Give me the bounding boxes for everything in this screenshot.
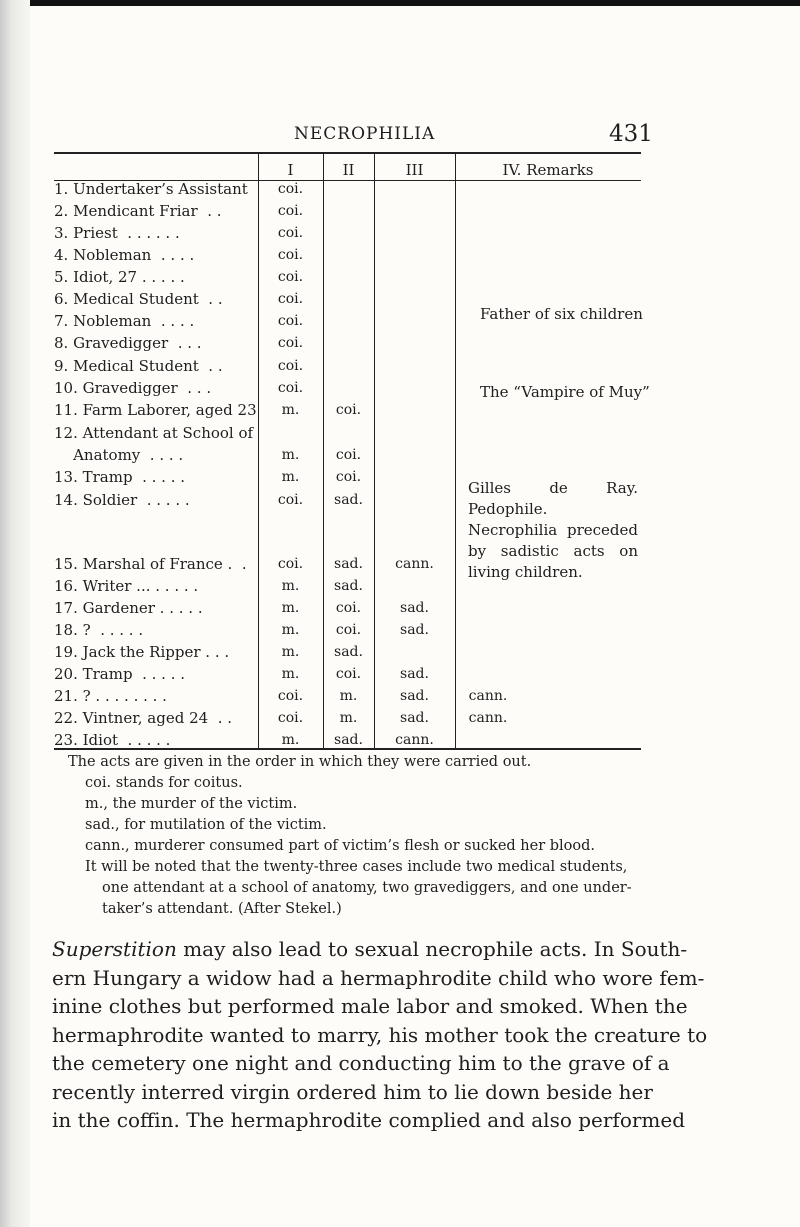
col-divider-4: [455, 152, 456, 748]
note-line: one attendant at a school of anatomy, two gravediggers, and one under-: [102, 880, 632, 896]
row-label: 15. Marshal of France . .: [54, 555, 247, 573]
row-label: 23. Idiot . . . . .: [54, 731, 171, 749]
row-label: 20. Tramp . . . . .: [54, 665, 186, 683]
cell-col-i: coi.: [277, 556, 304, 572]
cell-col-iii: sad.: [400, 688, 429, 704]
page-top-edge: [0, 0, 800, 6]
cell-col-i: m.: [281, 622, 300, 638]
cell-col-iii: cann.: [395, 732, 434, 748]
row-label: 17. Gardener . . . . .: [54, 599, 203, 617]
remark-row-10: The “Vampire of Muy”: [480, 383, 650, 401]
paragraph-line: ern Hungary a widow had a hermaphrodite child who wore fem-: [52, 965, 705, 990]
cell-col-i: m.: [281, 732, 300, 748]
row-label: 19. Jack the Ripper . . .: [54, 643, 230, 661]
cell-col-ii: sad.: [334, 492, 363, 508]
row-label: 5. Idiot, 27 . . . . .: [54, 268, 185, 286]
paragraph-line: inine clothes but performed male labor and smoked. When the: [52, 994, 688, 1018]
cell-col-ii: coi.: [335, 666, 362, 682]
paragraph-line: hermaphrodite wanted to marry, his mother took the creature to: [52, 1022, 708, 1047]
row-label: 18. ? . . . . .: [54, 621, 144, 639]
cell-col-i: m.: [281, 402, 300, 418]
column-header-i: I: [287, 161, 294, 179]
note-line: cann., murderer consumed part of victim’s flesh or sucked her blood.: [85, 838, 596, 854]
cell-col-iv: cann.: [468, 710, 508, 726]
cell-col-i: coi.: [277, 358, 304, 374]
row-label: 7. Nobleman . . . .: [54, 312, 195, 330]
body-paragraph: [52, 935, 708, 1135]
cell-col-i: coi.: [277, 247, 304, 263]
cell-col-i: coi.: [277, 203, 304, 219]
row-label: 12. Attendant at School of: [54, 424, 254, 442]
cell-col-ii: m.: [339, 688, 358, 704]
row-label: 22. Vintner, aged 24 . .: [54, 709, 232, 727]
column-header-iii: III: [405, 161, 424, 179]
paragraph-line: [52, 935, 688, 964]
cell-col-i: m.: [281, 644, 300, 660]
cell-col-i: coi.: [277, 225, 304, 241]
cell-col-iii: sad.: [400, 600, 429, 616]
note-line: The acts are given in the order in which they were carried out.: [68, 754, 532, 770]
row-label: 21. ? . . . . . . . .: [54, 687, 167, 705]
cell-col-i: m.: [281, 600, 300, 616]
row-label: 10. Gravedigger . . .: [54, 379, 212, 397]
column-header-ii: II: [342, 161, 355, 179]
paragraph-line: the cemetery one night and conducting him to the grave of a: [52, 1051, 670, 1075]
cell-col-ii: m.: [339, 710, 358, 726]
row-label: 11. Farm Laborer, aged 23: [54, 401, 257, 419]
cell-col-iii: sad.: [400, 622, 429, 638]
cell-col-ii: sad.: [334, 556, 363, 572]
cell-col-i: m.: [281, 666, 300, 682]
cell-col-iii: sad.: [400, 666, 429, 682]
cell-col-i: m.: [281, 469, 300, 485]
page-number: 431: [609, 121, 653, 147]
paragraph-first-word: Superstition: [52, 937, 177, 961]
row-label: 14. Soldier . . . . .: [54, 491, 190, 509]
row-label: 6. Medical Student . .: [54, 290, 223, 308]
page-header: [0, 122, 800, 152]
col-divider-3: [374, 152, 375, 748]
cell-col-i: coi.: [277, 492, 304, 508]
note-line: It will be noted that the twenty-three cases include two medical students,: [85, 859, 628, 875]
note-line: taker’s attendant. (After Stekel.): [102, 901, 342, 917]
cell-col-ii: sad.: [334, 578, 363, 594]
table-top-rule: [54, 152, 641, 154]
cell-col-ii: sad.: [334, 644, 363, 660]
cell-col-i: coi.: [277, 269, 304, 285]
cell-col-ii: coi.: [335, 447, 362, 463]
paragraph-line: in the coffin. The hermaphrodite complied and also performed: [52, 1108, 686, 1132]
column-header-remarks: IV. Remarks: [502, 161, 594, 179]
paragraph-line-rest: may also lead to sexual necrophile acts. In South-: [176, 937, 688, 961]
cell-col-i: coi.: [277, 710, 304, 726]
cell-col-i: coi.: [277, 291, 304, 307]
cell-col-ii: coi.: [335, 469, 362, 485]
book-spine-shadow: [0, 0, 30, 1227]
row-label: 4. Nobleman . . . .: [54, 246, 195, 264]
cell-col-iii: sad.: [400, 710, 429, 726]
cell-col-i: coi.: [277, 380, 304, 396]
row-label: 9. Medical Student . .: [54, 357, 223, 375]
cell-col-i: coi.: [277, 688, 304, 704]
cell-col-i: coi.: [277, 313, 304, 329]
paragraph-line: recently interred virgin ordered him to lie down beside her: [52, 1079, 653, 1104]
cell-col-i: m.: [281, 447, 300, 463]
row-label: 1. Undertaker’s Assistant: [54, 180, 248, 198]
row-label: Anatomy . . . .: [54, 446, 184, 464]
remark-row-7: Father of six children: [480, 305, 643, 323]
row-label: 13. Tramp . . . . .: [54, 468, 186, 486]
cell-col-ii: coi.: [335, 600, 362, 616]
row-label: 8. Gravedigger . . .: [54, 334, 202, 352]
cell-col-ii: coi.: [335, 622, 362, 638]
row-label: 3. Priest . . . . . .: [54, 224, 180, 242]
note-line: coi. stands for coitus.: [85, 775, 243, 791]
cell-col-i: coi.: [277, 335, 304, 351]
running-title: NECROPHILIA: [294, 124, 436, 144]
cell-col-i: m.: [281, 578, 300, 594]
cell-col-ii: coi.: [335, 402, 362, 418]
row-label: 16. Writer ... . . . . .: [54, 577, 199, 595]
row-label: 2. Mendicant Friar . .: [54, 202, 222, 220]
cell-col-i: coi.: [277, 181, 304, 197]
note-line: m., the murder of the victim.: [85, 796, 298, 812]
note-line: sad., for mutilation of the victim.: [85, 817, 327, 833]
cell-col-iii: cann.: [395, 556, 434, 572]
remark-gilles-de-ray: Gilles de Ray. Pedophile. Necrophilia preceded by sadistic acts on living children.: [468, 479, 638, 581]
cell-col-iv: cann.: [468, 688, 508, 704]
cell-col-ii: sad.: [334, 732, 363, 748]
